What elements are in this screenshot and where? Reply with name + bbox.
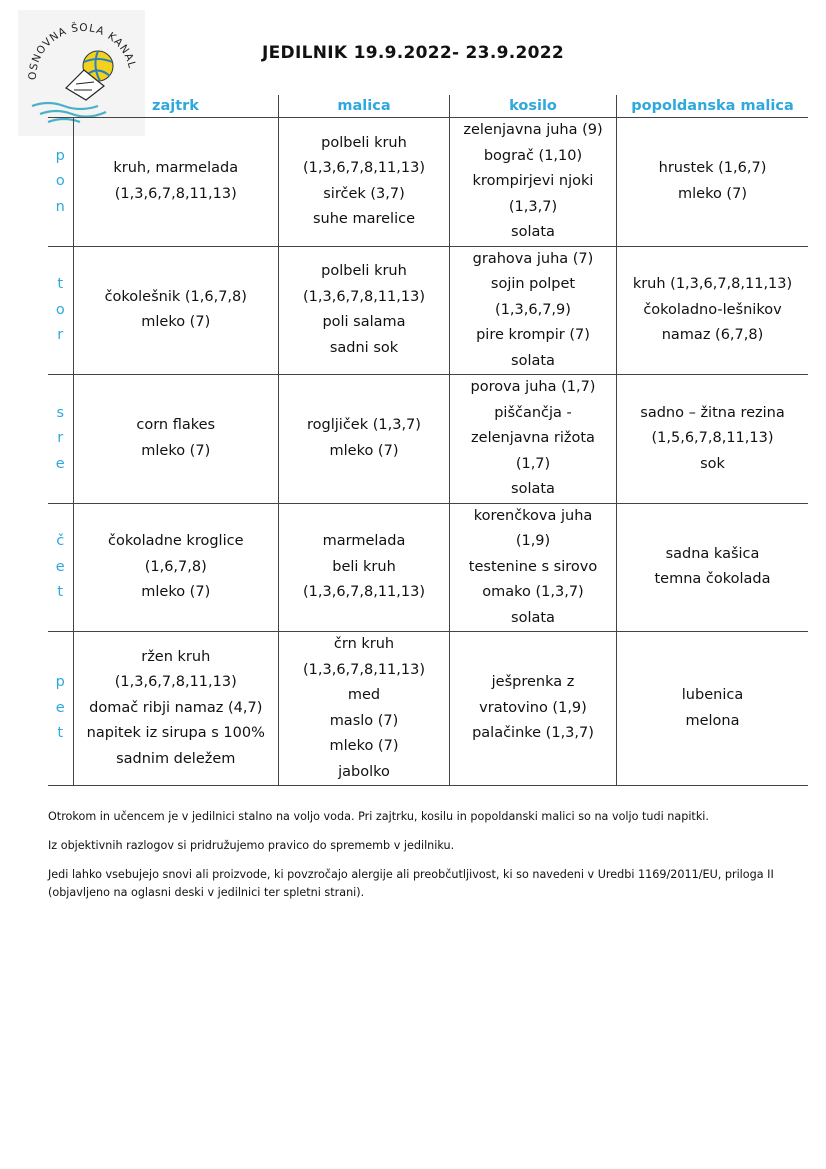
- menu-item-line: solata: [511, 352, 555, 369]
- day-label: [48, 375, 73, 504]
- menu-item-line: (1,3,6,7,8,11,13): [303, 160, 425, 177]
- menu-item-line: (1,3,6,7,8,11,13): [303, 584, 425, 600]
- day-label: [48, 503, 73, 632]
- menu-item-line: zelenjavna rižota: [471, 430, 595, 446]
- kosilo-cell: [450, 118, 617, 247]
- menu-item-line: maslo (7): [329, 712, 399, 729]
- zajtrk-cell: [73, 375, 279, 504]
- menu-item-line: lubenica: [681, 687, 744, 703]
- menu-item-line: porova juha (1,7): [470, 379, 596, 395]
- menu-item-line: (1,3,7): [508, 198, 558, 215]
- day-letter: o: [55, 173, 65, 189]
- kosilo-cell: [450, 632, 617, 786]
- menu-item-line: mleko (7): [141, 442, 211, 459]
- day-row: [48, 503, 808, 632]
- zajtrk-cell: [73, 118, 279, 247]
- logo-text: OSNOVNA ŠOLA KANAL: [26, 21, 139, 81]
- day-label: [48, 246, 73, 375]
- menu-item-line: zelenjavna juha (9): [463, 122, 603, 138]
- menu-item-line: domač ribji namaz (4,7): [89, 699, 263, 716]
- menu-item-line: namaz (6,7,8): [661, 327, 764, 343]
- header-popoldanska-malica: popoldanska malica: [617, 95, 809, 118]
- header-row: [48, 95, 808, 118]
- menu-item-line: čokolešnik (1,6,7,8): [104, 288, 247, 305]
- menu-item-line: sok: [700, 455, 725, 472]
- day-letter: t: [57, 276, 64, 292]
- menu-item-line: piščančja -: [494, 404, 572, 421]
- menu-item-line: polbeli kruh: [321, 134, 407, 151]
- popoldanska-malica-cell: [617, 503, 809, 632]
- menu-item-line: kruh, marmelada: [113, 160, 239, 177]
- menu-item-line: testenine s sirovo: [468, 558, 598, 575]
- zajtrk-cell: [73, 246, 279, 375]
- menu-item-line: mleko (7): [678, 185, 747, 202]
- menu-item-line: palačinke (1,3,7): [472, 725, 594, 742]
- menu-item-line: krompirjevi njoki: [472, 173, 594, 189]
- malica-cell: [279, 503, 450, 632]
- day-letter: t: [57, 725, 64, 742]
- menu-item-line: korenčkova juha: [473, 507, 593, 524]
- malica-cell: [279, 375, 450, 504]
- menu-item-line: solata: [511, 609, 555, 626]
- menu-item-line: bograč (1,10): [483, 147, 583, 164]
- menu-item-line: (1,3,6,7,8,11,13): [114, 185, 237, 202]
- menu-item-line: sadni sok: [329, 339, 399, 356]
- malica-cell: [279, 632, 450, 786]
- menu-item-line: mleko (7): [141, 314, 211, 331]
- menu-item-line: črn kruh: [333, 636, 395, 652]
- menu-item-line: (1,3,6,7,9): [495, 301, 571, 318]
- note-allergens: Jedi lahko vsebujejo snovi ali proizvode, ki povzročajo alergije ali preobčutljivost, ki so navedeni v Uredbi 1169/2011/EU, priloga II (objavljeno na oglasni deski v jedilnici ter spletni strani).: [48, 868, 774, 899]
- menu-table: [48, 95, 808, 786]
- menu-item-line: omako (1,3,7): [482, 584, 584, 600]
- menu-item-line: mleko (7): [141, 584, 211, 600]
- popoldanska-malica-cell: [617, 632, 809, 786]
- menu-item-line: napitek iz sirupa s 100%: [86, 725, 265, 742]
- day-label: [48, 632, 73, 786]
- day-letter: o: [55, 301, 65, 318]
- menu-item-line: sadno – žitna rezina: [640, 404, 785, 421]
- menu-item-line: sadna kašica: [665, 545, 760, 562]
- menu-item-line: sirček (3,7): [323, 185, 405, 202]
- day-letter: e: [55, 699, 65, 716]
- kosilo-cell: [450, 503, 617, 632]
- day-letter: č: [56, 533, 65, 549]
- day-row: [48, 118, 808, 247]
- menu-item-line: (1,5,6,7,8,11,13): [651, 430, 774, 446]
- day-letter: r: [57, 327, 64, 343]
- note-changes: Iz objektivnih razlogov si pridružujemo pravico do sprememb v jedilniku.: [48, 839, 455, 852]
- header-zajtrk: zajtrk: [73, 95, 279, 118]
- kosilo-cell: [450, 246, 617, 375]
- day-letter: e: [55, 558, 65, 575]
- malica-cell: [279, 246, 450, 375]
- menu-item-line: solata: [511, 224, 555, 240]
- menu-item-line: temna čokolada: [654, 571, 771, 588]
- header-kosilo: kosilo: [450, 95, 617, 118]
- popoldanska-malica-cell: [617, 118, 809, 247]
- day-letter: n: [55, 198, 65, 215]
- menu-item-line: mleko (7): [329, 442, 399, 459]
- menu-item-line: grahova juha (7): [472, 250, 594, 267]
- day-letter: s: [56, 404, 65, 421]
- menu-item-line: jabolko: [338, 763, 390, 780]
- menu-item-line: med: [347, 687, 381, 703]
- header-day: [48, 95, 73, 118]
- day-letter: e: [55, 455, 65, 472]
- day-row: [48, 632, 808, 786]
- menu-item-line: pire krompir (7): [476, 327, 590, 343]
- note-water: Otrokom in učencem je v jedilnici stalno na voljo voda. Pri zajtrku, kosilu in popoldanski malici so na voljo tudi napitki.: [48, 810, 709, 823]
- day-letter: r: [57, 430, 64, 446]
- menu-item-line: suhe marelice: [313, 211, 415, 228]
- menu-item-line: poli salama: [322, 314, 406, 331]
- menu-item-line: (1,9): [515, 533, 551, 549]
- menu-item-line: solata: [511, 481, 555, 497]
- menu-item-line: (1,3,6,7,8,11,13): [303, 288, 425, 305]
- menu-item-line: (1,6,7,8): [144, 558, 207, 575]
- menu-item-line: polbeli kruh: [321, 263, 407, 280]
- menu-item-line: corn flakes: [136, 417, 216, 434]
- popoldanska-malica-cell: [617, 246, 809, 375]
- popoldanska-malica-cell: [617, 375, 809, 504]
- day-letter: p: [55, 674, 65, 691]
- menu-item-line: marmelada: [322, 533, 406, 549]
- malica-cell: [279, 118, 450, 247]
- zajtrk-cell: [73, 632, 279, 786]
- page-title: JEDILNIK 19.9.2022- 23.9.2022: [262, 43, 564, 63]
- menu-item-line: kruh (1,3,6,7,8,11,13): [632, 276, 793, 292]
- menu-item-line: ješprenka z: [491, 674, 575, 691]
- menu-item-line: sojin polpet: [490, 276, 576, 292]
- menu-item-line: ržen kruh: [141, 648, 211, 665]
- day-letter: p: [55, 147, 65, 164]
- notes: [48, 808, 810, 913]
- menu-item-line: vratovino (1,9): [479, 699, 587, 716]
- day-label: [48, 118, 73, 247]
- zajtrk-cell: [73, 503, 279, 632]
- menu-item-line: čokoladne kroglice: [108, 533, 244, 549]
- day-letter: t: [57, 584, 64, 600]
- menu-item-line: (1,3,6,7,8,11,13): [303, 661, 425, 678]
- menu-item-line: mleko (7): [329, 738, 399, 754]
- day-row: [48, 246, 808, 375]
- menu-item-line: hrustek (1,6,7): [658, 160, 767, 177]
- menu-item-line: melona: [685, 712, 740, 729]
- kosilo-cell: [450, 375, 617, 504]
- menu-item-line: (1,7): [515, 455, 551, 472]
- menu-item-line: (1,3,6,7,8,11,13): [114, 674, 237, 691]
- header-malica: malica: [279, 95, 450, 118]
- menu-item-line: beli kruh: [332, 558, 396, 575]
- menu-item-line: rogljiček (1,3,7): [307, 417, 421, 434]
- day-row: [48, 375, 808, 504]
- menu-item-line: čokoladno-lešnikov: [643, 301, 782, 318]
- menu-item-line: sadnim deležem: [116, 750, 236, 767]
